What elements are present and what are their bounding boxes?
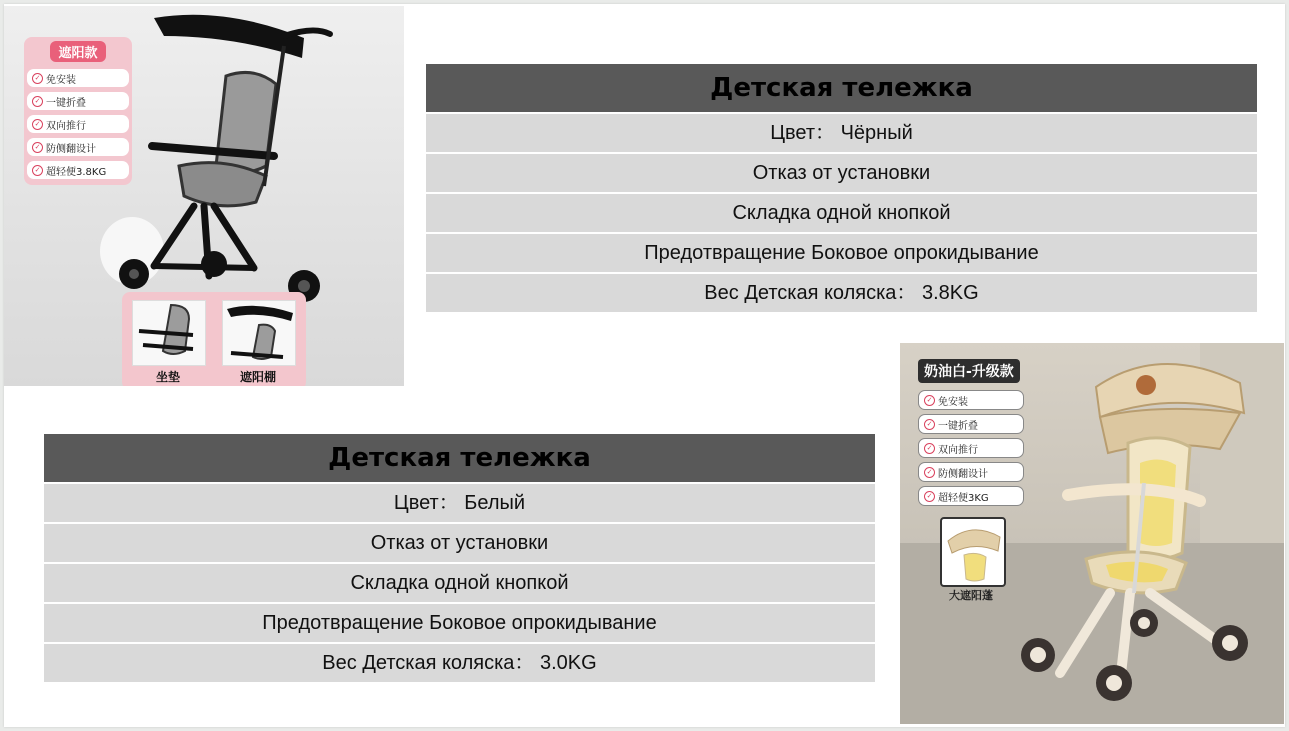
feature-badge: ✓ 一键折叠 [27, 92, 129, 110]
spec-row-installation: Отказ от установки [44, 523, 875, 563]
badge-title-black: 遮阳款 [50, 41, 105, 62]
sunshade-thumbnail [222, 300, 296, 366]
badge-title-cream: 奶油白-升级款 [918, 359, 1020, 383]
feature-badge: ✓ 防侧翻设计 [27, 138, 129, 156]
feature-badge: ✓ 超轻便3KG [918, 486, 1024, 506]
large-sunshade-label: 大遮阳蓬 [949, 589, 993, 602]
check-icon: ✓ [924, 395, 935, 406]
large-sunshade-thumbnail [940, 517, 1006, 587]
check-icon: ✓ [32, 165, 43, 176]
seat-cushion-thumbnail [132, 300, 206, 366]
feature-badges-black [24, 37, 132, 185]
check-icon: ✓ [924, 419, 935, 430]
spec-row-weight: Вес Детская коляска： 3.0KG [44, 643, 875, 682]
seat-cushion-icon [133, 301, 205, 365]
spec-row-anti-rollover: Предотвращение Боковое опрокидывание [44, 603, 875, 643]
check-icon: ✓ [32, 119, 43, 130]
accessory-tray [122, 292, 306, 386]
feature-badge: ✓ 超轻便3.8KG [27, 161, 129, 179]
spec-row-weight: Вес Детская коляска： 3.8KG [426, 273, 1257, 312]
large-sunshade-icon [942, 519, 1004, 585]
feature-badge: ✓ 双向推行 [918, 438, 1024, 458]
feature-badge: ✓ 一键折叠 [918, 414, 1024, 434]
spec-row-folding: Складка одной кнопкой [426, 193, 1257, 233]
spec-row-color: Цвет： Белый [44, 483, 875, 523]
check-icon: ✓ [924, 491, 935, 502]
spec-table-black [426, 64, 1257, 312]
feature-badge: ✓ 双向推行 [27, 115, 129, 133]
check-icon: ✓ [32, 96, 43, 107]
product-photo-cream-stroller [900, 343, 1284, 724]
product-photo-black-stroller [4, 6, 404, 386]
check-icon: ✓ [32, 142, 43, 153]
spec-row-color: Цвет： Чёрный [426, 113, 1257, 153]
accessory-label: 坐垫 [155, 370, 180, 384]
check-icon: ✓ [924, 467, 935, 478]
accessory-label: 遮阳棚 [239, 370, 276, 384]
feature-badge: ✓ 免安装 [918, 390, 1024, 410]
check-icon: ✓ [924, 443, 935, 454]
spec-row-anti-rollover: Предотвращение Боковое опрокидывание [426, 233, 1257, 273]
feature-badge: ✓ 防侧翻设计 [918, 462, 1024, 482]
check-icon: ✓ [32, 73, 43, 84]
sunshade-icon [223, 301, 295, 365]
spec-table-title: Детская тележка [44, 434, 875, 483]
spec-table-white [44, 434, 875, 682]
spec-table-title: Детская тележка [426, 64, 1257, 113]
spec-row-installation: Отказ от установки [426, 153, 1257, 193]
feature-badges-cream [918, 359, 1046, 506]
spec-row-folding: Складка одной кнопкой [44, 563, 875, 603]
feature-badge: ✓ 免安装 [27, 69, 129, 87]
